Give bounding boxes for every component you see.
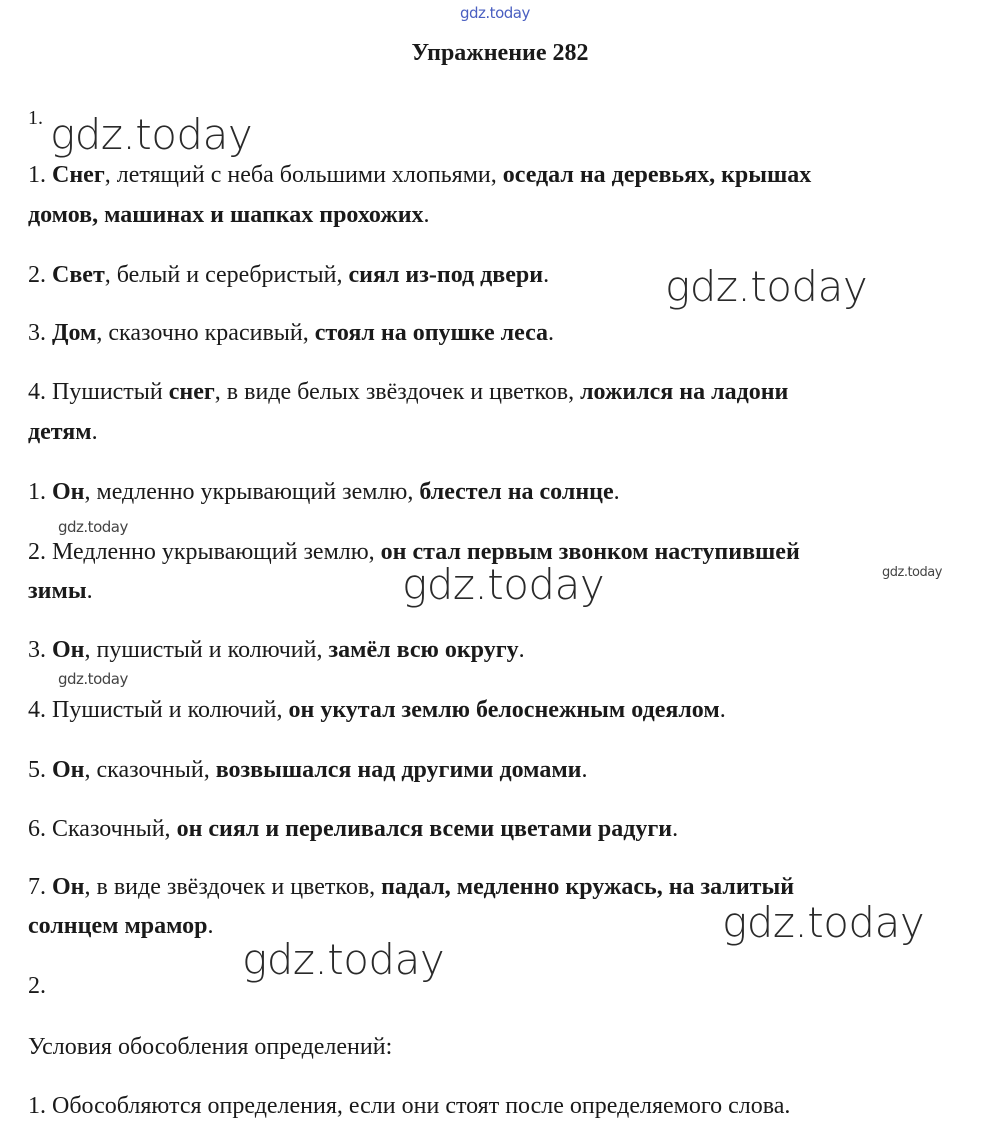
item-number: 2. xyxy=(28,262,46,288)
predicate: оседал на деревьях, крышах xyxy=(502,162,812,188)
punct: . xyxy=(543,262,550,288)
predicate: ложился на ладони xyxy=(580,379,789,405)
modifier: , сказочно красивый, xyxy=(96,320,315,346)
predicate: падал, медленно кружась, на залитый xyxy=(381,874,795,900)
watermark-top: gdz.today xyxy=(460,4,530,22)
punct: . xyxy=(613,479,620,505)
punct: . xyxy=(672,816,679,842)
item-number: 1. xyxy=(28,479,46,505)
page-title: Упражнение 282 xyxy=(411,40,589,66)
sentence-a4-line2 xyxy=(28,412,970,452)
punct: . xyxy=(548,320,555,346)
predicate: он стал первым звонком наступившей xyxy=(380,539,800,565)
punct: . xyxy=(207,913,214,939)
sentence-a3 xyxy=(28,313,970,353)
item-number: 4. xyxy=(28,697,46,723)
modifier: Медленно укрывающий землю, xyxy=(52,539,381,565)
modifier: Сказочный, xyxy=(52,816,177,842)
modifier: Пушистый xyxy=(52,379,169,405)
predicate: возвышался над другими домами xyxy=(215,757,582,783)
item-number: 3. xyxy=(28,637,46,663)
watermark: gdz.today xyxy=(50,110,253,159)
item-number: 4. xyxy=(28,379,46,405)
part2-heading: Условия обособления определений: xyxy=(28,1034,393,1060)
watermark: gdz.today xyxy=(58,518,128,536)
part1-label: 1. xyxy=(28,107,43,129)
item-number: 6. xyxy=(28,816,46,842)
sentence-a4-line1 xyxy=(28,372,970,412)
punct: . xyxy=(518,637,525,663)
subject: снег xyxy=(168,379,215,405)
subject: Он xyxy=(52,637,85,663)
sentence-b7-line1 xyxy=(28,867,970,907)
watermark: gdz.today xyxy=(722,898,925,947)
predicate: стоял на опушке леса xyxy=(314,320,549,346)
sentence-a2 xyxy=(28,255,970,295)
item-number: 3. xyxy=(28,320,46,346)
modifier: , сказочный, xyxy=(84,757,216,783)
modifier: , медленно укрывающий землю, xyxy=(84,479,420,505)
item-number: 1. xyxy=(28,162,46,188)
watermark: gdz.today xyxy=(402,560,605,609)
subject: Свет xyxy=(52,262,105,288)
subject: Он xyxy=(52,874,85,900)
sentence-b7-line2 xyxy=(28,906,970,946)
watermark: gdz.today xyxy=(665,262,868,311)
predicate: зимы xyxy=(28,578,87,604)
predicate: домов, машинах и шапках прохожих xyxy=(28,202,424,228)
subject: Он xyxy=(52,757,85,783)
punct: . xyxy=(423,202,430,228)
item-number: 2. xyxy=(28,539,46,565)
sentence-b6 xyxy=(28,809,970,849)
watermark: gdz.today xyxy=(58,670,128,688)
sentence-b2-line1 xyxy=(28,532,970,572)
predicate: блестел на солнце xyxy=(419,479,614,505)
subject: Снег xyxy=(52,162,105,188)
predicate: солнцем мрамор xyxy=(28,913,208,939)
part2-rule1: 1. Обособляются определения, если они стоят после определяемого слова. xyxy=(28,1093,791,1119)
punct: . xyxy=(719,697,726,723)
modifier: , белый и серебристый, xyxy=(104,262,349,288)
watermark: gdz.today xyxy=(882,565,942,580)
subject: Он xyxy=(52,479,85,505)
sentence-b3 xyxy=(28,630,970,670)
sentence-a1-line1 xyxy=(28,155,970,195)
modifier: , летящий с неба большими хлопьями, xyxy=(104,162,503,188)
item-number: 5. xyxy=(28,757,46,783)
predicate: он сиял и переливался всеми цветами радуги xyxy=(176,816,673,842)
sentence-b1 xyxy=(28,472,970,512)
sentence-b5 xyxy=(28,750,970,790)
subject: Дом xyxy=(52,320,97,346)
predicate: замёл всю округу xyxy=(328,637,519,663)
predicate: сиял из-под двери xyxy=(348,262,544,288)
sentence-b4 xyxy=(28,690,970,730)
punct: . xyxy=(91,419,98,445)
predicate: детям xyxy=(28,419,92,445)
sentence-b2-line2 xyxy=(28,571,970,611)
modifier: , в виде звёздочек и цветков, xyxy=(84,874,382,900)
predicate: он укутал землю белоснежным одеялом xyxy=(288,697,720,723)
punct: . xyxy=(86,578,93,604)
sentence-a1-line2 xyxy=(28,195,970,235)
part2-label: 2. xyxy=(28,973,46,999)
item-number: 7. xyxy=(28,874,46,900)
watermark: gdz.today xyxy=(242,935,445,984)
punct: . xyxy=(581,757,588,783)
modifier: Пушистый и колючий, xyxy=(52,697,289,723)
modifier: , в виде белых звёздочек и цветков, xyxy=(214,379,581,405)
modifier: , пушистый и колючий, xyxy=(84,637,329,663)
